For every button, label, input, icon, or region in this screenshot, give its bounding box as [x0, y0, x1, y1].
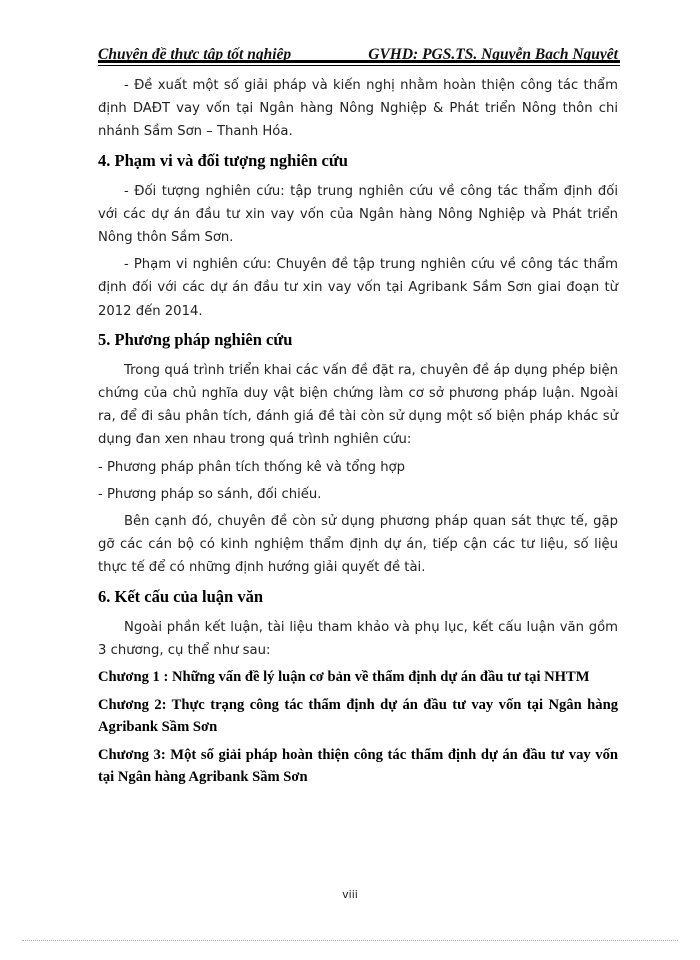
section-5-method-1: - Phương pháp phân tích thống kê và tổng hợp [98, 459, 406, 475]
section-6-paragraph-1: Ngoài phần kết luận, tài liệu tham khảo và phụ lục, kết cấu luận văn gồm 3 chương, cụ thể như sau: [98, 619, 618, 658]
section-4-paragraph-1: - Đối tượng nghiên cứu: tập trung nghiên cứu về công tác thẩm định đối với các dự án đầu tư xin vay vốn của Ngân hàng Nông Nghiệp và Phát triển Nông thôn Sầm Sơn. [98, 183, 618, 246]
section-5-paragraph-1: Trong quá trình triển khai các vấn đề đặt ra, chuyên đề áp dụng phép biện chứng của chủ nghĩa duy vật biện chứng làm cơ sở phương pháp luận. Ngoài ra, để đi sâu phân tích, đánh giá đề tài còn sử dụng một số biện pháp khác sử dụng đan xen nhau trong quá trình nghiên cứu: [98, 362, 618, 448]
header-supervisor: GVHD: PGS.TS. Nguyễn Bạch Nguyệt [368, 46, 618, 63]
chapter-2-line: Chương 2: Thực trạng công tác thẩm định dự án đầu tư vay vốn tại Ngân hàng Agribank Sầm Sơn [98, 697, 618, 736]
page-content [98, 74, 618, 794]
section-5-paragraph-2: Bên cạnh đó, chuyên đề còn sử dụng phương pháp quan sát thực tế, gặp gỡ các cán bộ có kinh nghiệm thẩm định dự án, tiếp cận các tư liệu, số liệu thực tế để có những định hướng giải quyết đề tài. [98, 514, 618, 576]
page-number: viii [342, 888, 358, 901]
footer-divider [22, 940, 678, 941]
section-5-heading: 5. Phương pháp nghiên cứu [98, 329, 293, 349]
section-6-heading: 6. Kết cấu của luận văn [98, 586, 264, 606]
header-title: Chuyên đề thực tập tốt nghiệp [98, 46, 292, 63]
section-4-paragraph-2: - Phạm vi nghiên cứu: Chuyên đề tập trung nghiên cứu về công tác thẩm định đối với các dự án đầu tư xin vay vốn tại Agribank Sầm Sơn giai đoạn từ 2012 đến 2014. [98, 257, 618, 319]
chapter-1-line: Chương 1 : Những vấn đề lý luận cơ bản về thẩm định dự án đầu tư tại NHTM [98, 669, 590, 686]
section-4-heading: 4. Phạm vi và đối tượng nghiên cứu [98, 150, 348, 170]
header-rule [98, 60, 620, 66]
chapter-3-line: Chương 3: Một số giải pháp hoàn thiện công tác thẩm định dự án đầu tư vay vốn tại Ngân hàng Agribank Sầm Sơn [98, 747, 618, 786]
intro-paragraph: - Đề xuất một số giải pháp và kiến nghị nhằm hoàn thiện công tác thẩm định DAĐT vay vốn tại Ngân hàng Nông Nghiệp & Phát triển Nông thôn chi nhánh Sầm Sơn – Thanh Hóa. [98, 78, 618, 140]
section-5-method-2: - Phương pháp so sánh, đối chiếu. [98, 486, 322, 502]
